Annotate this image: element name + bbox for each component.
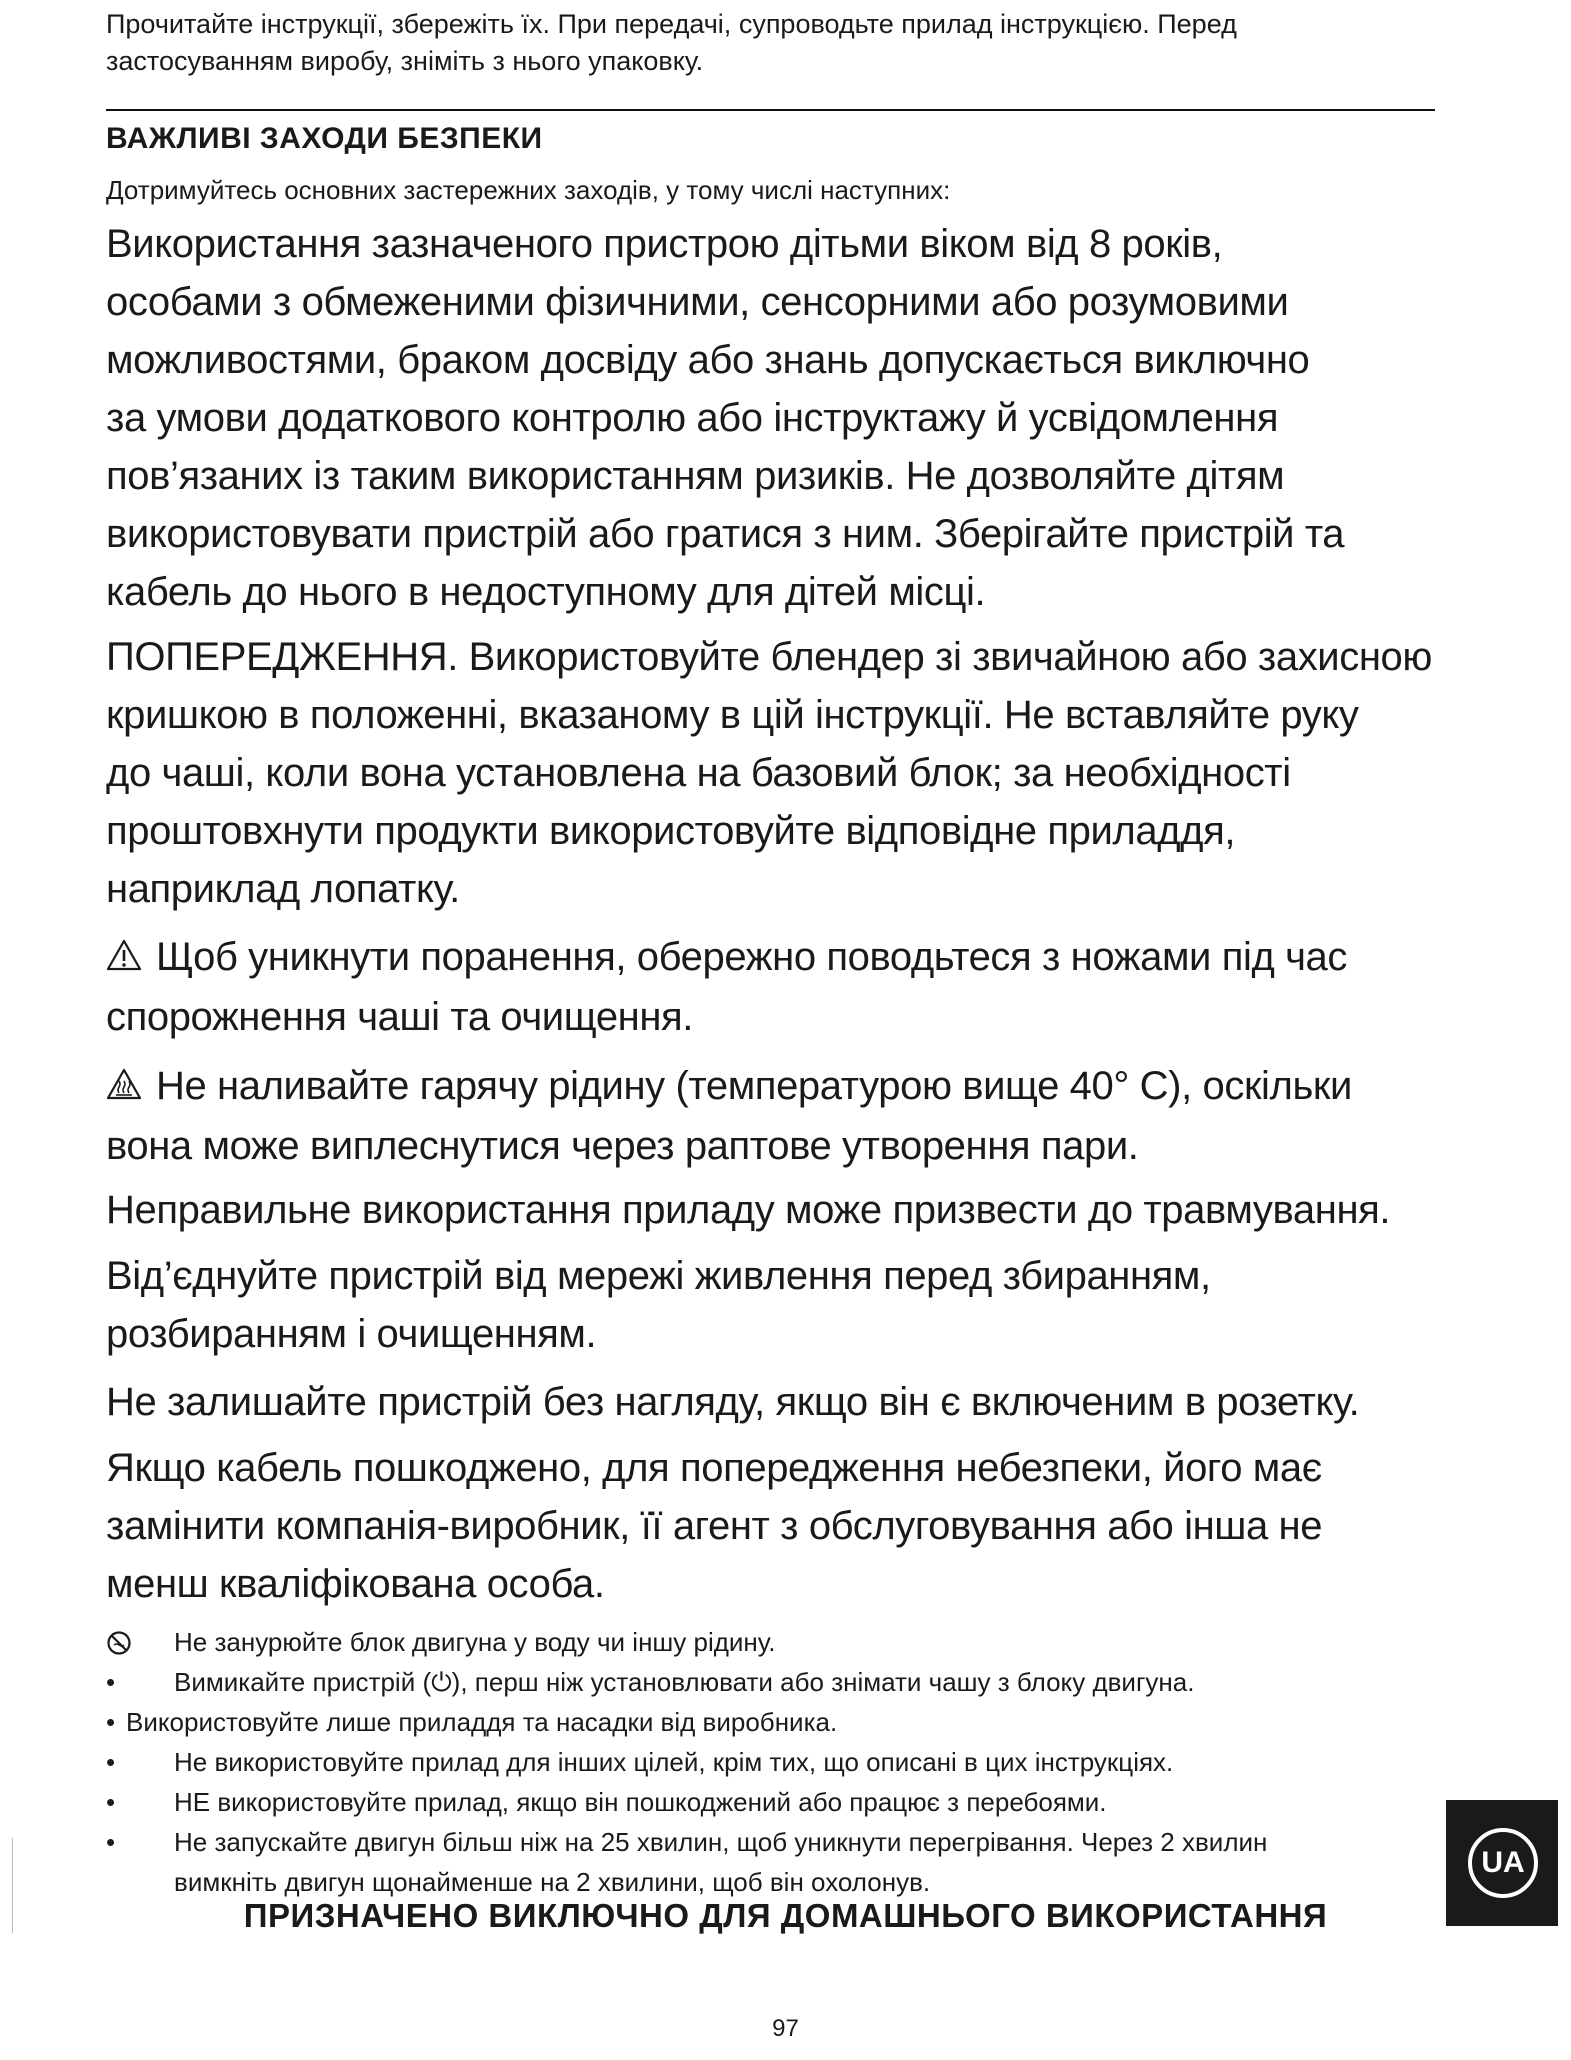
paragraph-line <box>106 928 1446 988</box>
paragraph-hot-liquid <box>106 1057 1446 1175</box>
paragraph-unattended <box>106 1373 1446 1431</box>
paragraph-cable <box>106 1439 1446 1613</box>
paragraph-misuse <box>106 1181 1446 1239</box>
list-item <box>106 1782 1446 1822</box>
paragraph-warning-lid <box>106 628 1446 918</box>
paragraph-line <box>106 1057 1446 1117</box>
paragraph-children-use <box>106 215 1446 621</box>
footer-title: ПРИЗНАЧЕНО ВИКЛЮЧНО ДЛЯ ДОМАШНЬОГО ВИКОРИСТАННЯ <box>243 1897 1328 1934</box>
paragraph-line: за умови додаткового контролю або інструктажу й усвідомлення <box>106 396 1279 440</box>
bullet: • <box>106 1707 116 1737</box>
intro-line: застосуванням виробу, зніміть з нього упаковку. <box>106 46 704 76</box>
paragraph-line: наприклад лопатку. <box>106 867 460 911</box>
list-item-text: Не використовуйте прилад для інших цілей, крім тих, що описані в цих інструкціях. <box>174 1747 1174 1777</box>
list-item <box>106 1742 1446 1782</box>
paragraph-line: кабель до нього в недоступному для дітей місці. <box>106 570 986 614</box>
paragraph-line: Якщо кабель пошкоджено, для попередження небезпеки, його має <box>106 1446 1322 1490</box>
list-item-text: Не запускайте двигун більш ніж на 25 хвилин, щоб уникнути перегрівання. Через 2 хвилин <box>174 1827 1268 1857</box>
paragraph-line: проштовхнути продукти використовуйте відповідне приладдя, <box>106 809 1236 853</box>
list-item <box>106 1662 1446 1702</box>
page-number: 97 <box>772 2015 799 2042</box>
paragraph-line: вона може виплеснутися через раптове утворення пари. <box>106 1124 1139 1168</box>
warning-triangle-icon <box>106 930 142 988</box>
section-title: ВАЖЛИВІ ЗАХОДИ БЕЗПЕКИ <box>106 122 543 155</box>
paragraph-line: розбиранням і очищенням. <box>106 1312 597 1356</box>
list-item-text: Використовуйте лише приладдя та насадки від виробника. <box>126 1707 838 1737</box>
list-item-text: НЕ використовуйте прилад, якщо він пошкоджений або працює з перебоями. <box>174 1787 1107 1817</box>
list-item <box>106 1702 1446 1742</box>
paragraph-line: Від’єднуйте пристрій від мережі живлення перед збиранням, <box>106 1254 1211 1298</box>
intro-text <box>106 6 1336 80</box>
paragraph-line-text: Щоб уникнути поранення, обережно поводьтеся з ножами під час <box>156 935 1347 979</box>
list-item <box>106 1822 1446 1902</box>
safety-list <box>106 1622 1446 1902</box>
paragraph-line: Неправильне використання приладу може призвести до травмування. <box>106 1188 1391 1232</box>
paragraph-line: Не залишайте пристрій без нагляду, якщо він є включеним в розетку. <box>106 1380 1360 1424</box>
list-item <box>106 1622 1446 1662</box>
paragraph-line: кришкою в положенні, вказаному в цій інструкції. Не вставляйте руку <box>106 693 1359 737</box>
paragraph-unplug <box>106 1247 1446 1363</box>
hot-surface-warning-icon <box>106 1059 142 1117</box>
intro-line: Прочитайте інструкції, збережіть їх. При передачі, супроводьте прилад інструкцією. Перед <box>106 9 1237 39</box>
bullet: • <box>106 1747 116 1777</box>
bullet: • <box>106 1827 116 1857</box>
paragraph-line: можливостями, браком досвіду або знань допускається виключно <box>106 338 1310 382</box>
paragraph-knives <box>106 928 1446 1046</box>
bullet: • <box>106 1667 116 1697</box>
paragraph-line: до чаші, коли вона установлена на базовий блок; за необхідності <box>106 751 1291 795</box>
paragraph-line: використовувати пристрій або гратися з ним. Зберігайте пристрій та <box>106 512 1345 556</box>
paragraph-line: пов’язаних із таким використанням ризиків. Не дозволяйте дітям <box>106 454 1285 498</box>
paragraph-line: особами з обмеженими фізичними, сенсорними або розумовими <box>106 280 1289 324</box>
paragraph-line: замінити компанія-виробник, її агент з обслуговування або інша не <box>106 1504 1323 1548</box>
section-subtitle: Дотримуйтесь основних застережних заходів, у тому числі наступних: <box>106 175 951 205</box>
no-immersion-icon <box>106 1622 136 1662</box>
paragraph-line: ПОПЕРЕДЖЕННЯ. Використовуйте блендер зі звичайною або захисною <box>106 635 1432 679</box>
list-item-text: Вимикайте пристрій (⏻), перш ніж установлювати або знімати чашу з блоку двигуна. <box>174 1667 1195 1697</box>
list-item-text: вимкніть двигун щонайменше на 2 хвилини, щоб він охолонув. <box>174 1867 931 1897</box>
list-item-text: Не занурюйте блок двигуна у воду чи іншу рідину. <box>174 1627 776 1657</box>
paragraph-line: Використання зазначеного пристрою дітьми віком від 8 років, <box>106 222 1223 266</box>
divider <box>106 109 1435 111</box>
paragraph-line-text: Не наливайте гарячу рідину (температурою вище 40° C), оскільки <box>156 1064 1352 1108</box>
bullet: • <box>106 1787 116 1817</box>
paragraph-line: менш кваліфікована особа. <box>106 1562 605 1606</box>
paragraph-line: спорожнення чаші та очищення. <box>106 995 694 1039</box>
language-badge-label: UA <box>1468 1828 1538 1898</box>
